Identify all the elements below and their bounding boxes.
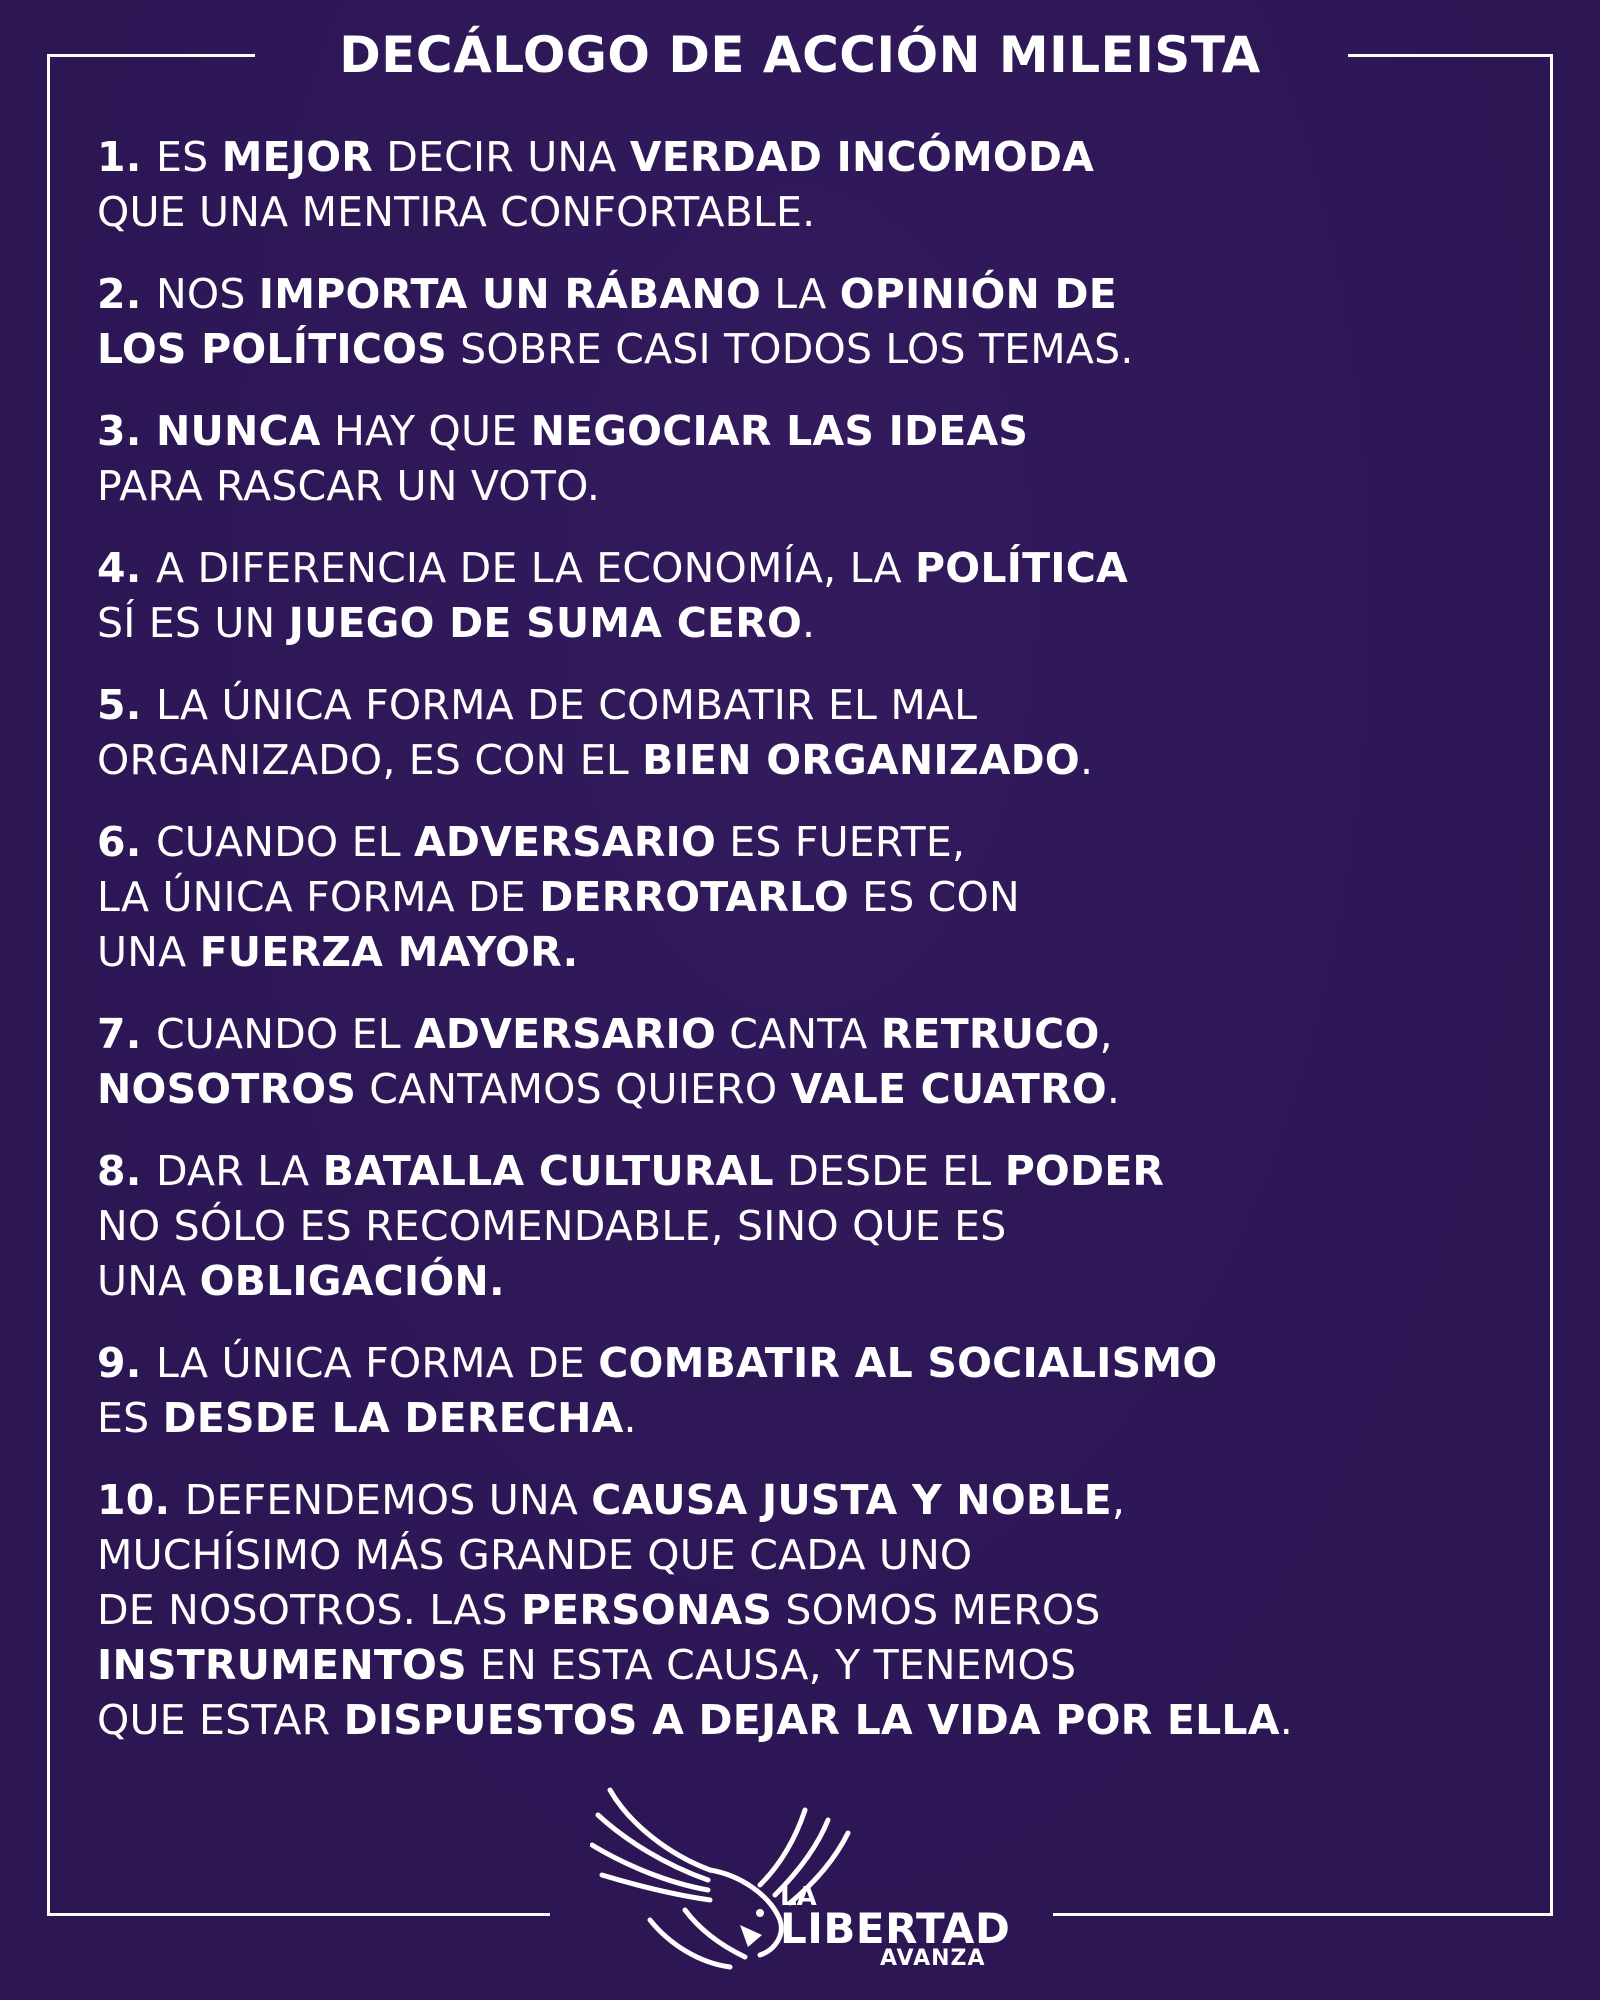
decalogue-item-line (97, 870, 1517, 925)
bold-text: BIEN ORGANIZADO (642, 736, 1080, 784)
bold-text: NUNCA (155, 407, 321, 455)
regular-text: NOS (155, 270, 259, 318)
bold-text: ADVERSARIO (414, 818, 717, 866)
bold-text: OBLIGACIÓN. (199, 1257, 505, 1305)
regular-text: CUANDO EL (155, 1010, 414, 1058)
decalogue-item-line (97, 1528, 1517, 1583)
frame-bottom-left-line (47, 1913, 550, 1916)
regular-text: NO SÓLO ES RECOMENDABLE, SINO QUE ES (97, 1202, 1007, 1250)
regular-text: LA ÚNICA FORMA DE (155, 1339, 599, 1387)
regular-text: ES FUERTE, (716, 818, 966, 866)
regular-text: DE NOSOTROS. LAS (97, 1586, 521, 1634)
decalogue-item-line (97, 185, 1517, 240)
decalogue-item-line (97, 1336, 1517, 1391)
regular-text: DEFENDEMOS UNA (184, 1476, 592, 1524)
decalogue-item-line (97, 130, 1517, 185)
regular-text: DAR LA (155, 1147, 323, 1195)
decalogue-item-3 (97, 404, 1517, 514)
regular-text: HAY QUE (320, 407, 531, 455)
frame-bottom-right-line (1053, 1913, 1553, 1916)
decalogue-item-7 (97, 1007, 1517, 1117)
bold-text: MEJOR (221, 133, 374, 181)
bold-text: 4. (97, 544, 156, 592)
regular-text: UNA (97, 928, 200, 976)
logo-text-la: LA (780, 1882, 817, 1912)
page-title: DECÁLOGO DE ACCIÓN MILEISTA (339, 26, 1261, 84)
decalogue-item-line (97, 596, 1517, 651)
regular-text: QUE UNA MENTIRA CONFORTABLE. (97, 188, 816, 236)
decalogue-item-line (97, 1693, 1517, 1748)
bold-text: PODER (1004, 1147, 1165, 1195)
decalogue-item-9 (97, 1336, 1517, 1446)
bold-text: DESDE LA DERECHA (162, 1394, 624, 1442)
decalogue-item-line (97, 1007, 1517, 1062)
decalogue-item-8 (97, 1144, 1517, 1309)
decalogue-list (97, 130, 1517, 1775)
bold-text: 6. (97, 818, 156, 866)
decalogue-item-line (97, 1062, 1517, 1117)
decalogue-item-line (97, 541, 1517, 596)
decalogue-item-line (97, 404, 1517, 459)
logo-text-libertad: LIBERTAD (780, 1904, 1011, 1953)
decalogue-item-line (97, 1391, 1517, 1446)
decalogue-item-line (97, 1583, 1517, 1638)
bold-text: 1. (97, 133, 156, 181)
decalogue-item-6 (97, 815, 1517, 980)
decalogue-item-line (97, 1144, 1517, 1199)
regular-text: PARA RASCAR UN VOTO. (97, 462, 601, 510)
decalogue-item-line (97, 925, 1517, 980)
bold-text: 7. (97, 1010, 156, 1058)
bold-text: OPINIÓN DE (839, 270, 1117, 318)
regular-text: CANTAMOS QUIERO (356, 1065, 791, 1113)
bold-text: CAUSA JUSTA Y NOBLE (591, 1476, 1112, 1524)
bold-text: 9. (97, 1339, 156, 1387)
decalogue-item-line (97, 1199, 1517, 1254)
bold-text: 2. (97, 270, 156, 318)
bold-text: POLÍTICA (915, 544, 1128, 592)
regular-text: CUANDO EL (155, 818, 414, 866)
bold-text: INSTRUMENTOS (97, 1641, 467, 1689)
decalogue-item-line (97, 322, 1517, 377)
bold-text: 8. (97, 1147, 156, 1195)
regular-text: ES CON (848, 873, 1020, 921)
regular-text: CANTA (716, 1010, 881, 1058)
regular-text: ES (97, 1394, 163, 1442)
decalogue-item-line (97, 815, 1517, 870)
regular-text: SOMOS MEROS (772, 1586, 1101, 1634)
regular-text: A DIFERENCIA DE LA ECONOMÍA, LA (155, 544, 916, 592)
bold-text: VALE CUATRO (790, 1065, 1107, 1113)
bold-text: 10. (97, 1476, 185, 1524)
bold-text: 3. (97, 407, 156, 455)
regular-text: . (623, 1394, 637, 1442)
regular-text: DESDE EL (773, 1147, 1005, 1195)
regular-text: LA ÚNICA FORMA DE COMBATIR EL MAL (155, 681, 978, 729)
bold-text: IMPORTA UN RÁBANO (258, 270, 762, 318)
decalogue-item-line (97, 267, 1517, 322)
decalogue-item-10 (97, 1473, 1517, 1748)
bold-text: COMBATIR AL SOCIALISMO (598, 1339, 1218, 1387)
regular-text: . (1279, 1696, 1293, 1744)
bold-text: FUERZA MAYOR. (199, 928, 579, 976)
regular-text: SÍ ES UN (97, 599, 289, 647)
decalogue-item-line (97, 1254, 1517, 1309)
bold-text: VERDAD INCÓMODA (629, 133, 1095, 181)
regular-text: . (802, 599, 816, 647)
regular-text: ES (155, 133, 222, 181)
regular-text: , (1111, 1476, 1126, 1524)
regular-text: MUCHÍSIMO MÁS GRANDE QUE CADA UNO (97, 1531, 973, 1579)
regular-text: . (1079, 736, 1094, 784)
decalogue-item-line (97, 459, 1517, 514)
regular-text: QUE ESTAR (97, 1696, 344, 1744)
decalogue-item-4 (97, 541, 1517, 651)
decalogue-item-line (97, 678, 1517, 733)
bold-text: ADVERSARIO (414, 1010, 717, 1058)
bold-text: NOSOTROS (97, 1065, 357, 1113)
regular-text: LA (761, 270, 840, 318)
bold-text: JUEGO DE SUMA CERO (288, 599, 803, 647)
regular-text: EN ESTA CAUSA, Y TENEMOS (466, 1641, 1077, 1689)
bold-text: LOS POLÍTICOS (97, 325, 447, 373)
decalogue-item-5 (97, 678, 1517, 788)
bold-text: BATALLA CULTURAL (322, 1147, 774, 1195)
decalogue-item-1 (97, 130, 1517, 240)
decalogue-item-line (97, 1638, 1517, 1693)
bold-text: PERSONAS (520, 1586, 773, 1634)
regular-text: ORGANIZADO, ES CON EL (97, 736, 643, 784)
decalogue-item-line (97, 1473, 1517, 1528)
decalogue-item-2 (97, 267, 1517, 377)
regular-text: DECIR UNA (373, 133, 630, 181)
regular-text: , (1099, 1010, 1113, 1058)
logo-text-avanza: AVANZA (880, 1946, 986, 1971)
decalogue-item-line (97, 733, 1517, 788)
regular-text: LA ÚNICA FORMA DE (97, 873, 540, 921)
regular-text: . (1106, 1065, 1121, 1113)
regular-text: UNA (97, 1257, 200, 1305)
regular-text: SOBRE CASI TODOS LOS TEMAS. (446, 325, 1134, 373)
bold-text: DISPUESTOS A DEJAR LA VIDA POR ELLA (343, 1696, 1280, 1744)
bold-text: 5. (97, 681, 156, 729)
bold-text: RETRUCO (880, 1010, 1100, 1058)
bold-text: NEGOCIAR LAS IDEAS (530, 407, 1029, 455)
bold-text: DERROTARLO (539, 873, 849, 921)
